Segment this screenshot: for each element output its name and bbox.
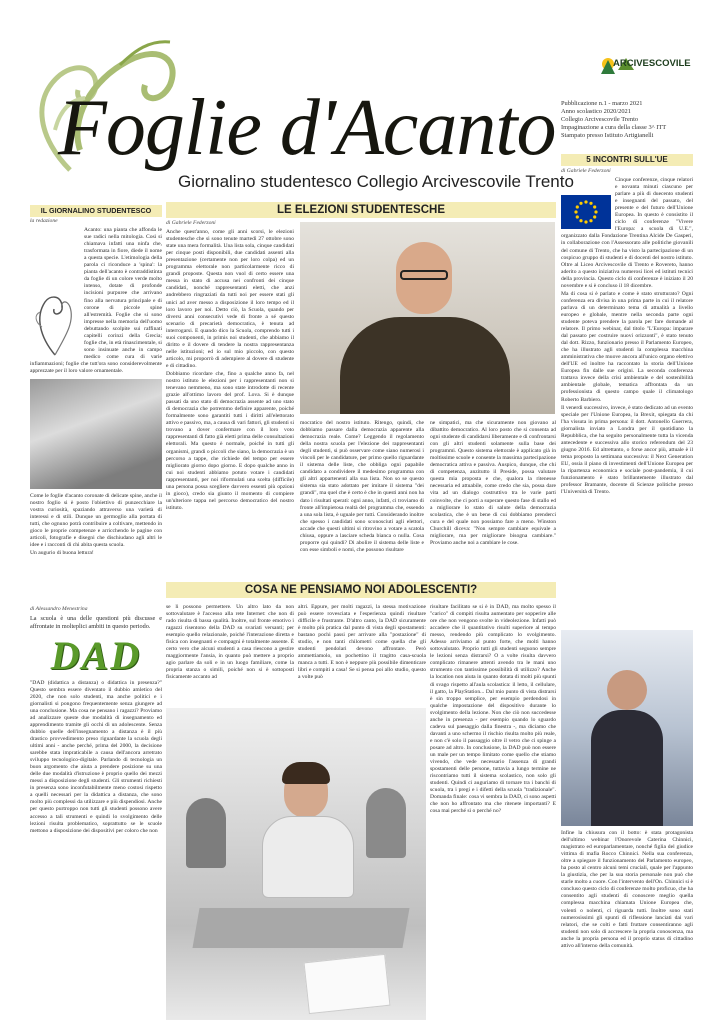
speaker-body bbox=[591, 710, 663, 826]
adolescenti-paragraph-2: se li possono permettere. Un altro lato da non sottovalutare è l'accesso alla rete Internet: che non di rado risulta di bassa qualità. Inoltre, sul fronte emotivo i ragazzi risentono della DAD su svariati versanti; per esempio quello relazionale, poiché l'interazione diretta e fisica con insegnanti e compagni è totalmente assente. È certo vero che alcuni studenti a casa riescono a gestire maggiormente l'ansia, in quanto può mettere a proprio agio parlare da soli e in un luogo familiare, come la propria stanza o simili, poiché non si è sottoposti fisicamente accanto ad bbox=[166, 604, 294, 681]
pubinfo-line: Collegio Arcivescovile Trento bbox=[561, 116, 639, 123]
student-body bbox=[262, 816, 354, 898]
elezioni-paragraph-2: Dobbiamo ricordare che, fino a qualche anno fa, nel nostro istituto le elezioni per i rappresentanti non si tenevano nemmeno, ma sono state introdotte di recente grazie all'ottimo lavoro del prof. Lova. Si è dunque passati da uno stato di democrazia assente ad uno stato di democrazia che potremmo definire apparente, poiché formalmente sono garantiti tutti i diritti all'elettorato attivo e passivo, ma, a causa di vari fattori, gli studenti si trovano a dover confermare con il loro voto rappresentanti di fatto già eletti prima delle consultazioni elettorali. Ma questo è normale, poiché in tutti gli organismi, grandi o piccoli che siano, la democrazia è un percorso a tappe, che richiede del tempo per essere migliorato giorno dopo giorno. E dopo qualche anno in cui noi studenti abbiamo potuto votare i candidati rappresentanti, per noi riformulati una scelta (difficile) una persona possa scegliere davvero essenti più opzioni in gioco), credo sia giunto il momento di compiere un'ulteriore tappa nel percorso democratico del nostro istituto. bbox=[166, 370, 294, 511]
background-student-left bbox=[186, 798, 226, 868]
publication-info bbox=[561, 100, 716, 140]
collegio-logo bbox=[598, 52, 708, 84]
pubinfo-line: Impaginazione a cura della classe 3^ ITT bbox=[561, 124, 667, 131]
adolescenti-heading: COSA NE PENSIAMO NOI ADOLESCENTI? bbox=[166, 582, 556, 598]
background-student-right bbox=[366, 788, 406, 858]
incontri-paragraph-1: Cinque conferenze, cinque relatori e novanta minuti ciascuno per parlare a più di duecento studenti e insegnanti del passato, del presente e del futuro dell'Unione Europea. In questo è consistito il ciclo di conferenze "Vivere l'Europa: a scuola di U.E.", organizzato dalla Fondazione Trentina Alcide De Gasperi, in collaborazione con l'Assessorato alle politiche giovanili del comune di Trento, che ha visto la partecipazione di un cospicuo gruppo di studenti e di docenti del nostro istituto. Oltre al Liceo Arcivescovile di Trento e Rovereto, hanno aderito a questo iniziativa numerosi licei ed istituti tecnici della provincia. Questo ciclo di conferenze è iniziato il 20 novembre e si è concluso il 18 dicembre. bbox=[561, 177, 693, 289]
eu-flag bbox=[561, 195, 611, 229]
elezioni-paragraph-3: mocratico del nostro istituto. Ritengo, quindi, che dobbiamo passare dalla democrazia apparente alla democrazia reale. Come? Leggendo il regolamento della nostra scuola per l'elezione dei rappresentanti degli studenti, si può osservare come siano numerosi i vincoli per le candidature, per primo quello riguardante il sistema delle liste, che obbliga ogni papabile candidato a condividere il medesimo programma con gli altri appartenenti alla sua lista. Non so se questo sistema sia stato adottato per imitare il sistema "dei grandi", ma quel che è certo è che in questi anni non ha dato i risultati sperati: ogni anno, infatti, ci troviamo di fronte all'impietosa realtà del programma che, essendo a una sola lista, è uguale per tutti. Considerando inoltre che spesso i candidati sono sconosciuti agli elettori, accade che questi ultimi si ritrovino a votare a scatola chiusa, oppure a lasciare scheda bianca o nulla. Cosa proporre qui quindi? Di abolire il sistema delle liste e con esse simboli e nomi, che possono risultare bbox=[300, 420, 424, 553]
incontri-paragraph-2: Ma di cosa si è parlato e come è stato strutturato? Ogni conferenza era divisa in una prima parte in cui il relatore parlava di un determinato tema di attualità a livello europeo e globale, mentre nella seconda parte ogni studente poteva prendere la parola per fare domande al relatore. Il primo webinar, dal titolo "L'Europa: imparare dal passato per costruire nuovi orizzonti", è stato tenuto dal dott. Rizzo, funzionario presso il Parlamento Europeo, che ha illustrato agli studenti la complessa macchina amministrativa che muove ancora all'unico organo elettivo dell'UE ed inoltre ha raccontato la storia dell'Unione Europea fin dalle sue origini. La seconda conferenza trattava invece della crisi ambientale e del sostenibilità ambientale globale, tematica affrontata da un professionista di questo campo quale il climatologo Roberto Barbiero. bbox=[561, 290, 693, 403]
adolescenti-intro: La scuola è una delle questioni più discusse e affrontate in molteplici ambiti in questo periodo. bbox=[30, 615, 162, 630]
eu-stars-icon bbox=[561, 195, 611, 229]
adolescenti-paragraph-1: "DAD (didattica a distanza) o didattica in presenza?" Questo sembra essere diventato il dubbio amletico del 2020, che non solo studenti, ma anche politici e i giornalisti si pongono frequentemente senza giungere ad una conclusione. Ma cosa ne pensano i ragazzi? Proviamo ad analizzare queste due modalità di insegnamento ed apprendimento tramite gli occhi di un adolescente. Senza dubbio quelle dell'insegnamento a distanza è il più drastico provvedimento preso riguardante la scuola degli ultimi anni - anche perché, prima del 2000, la decisione sarebbe stata impraticabile a causa dell'ancora arretrato sviluppo tecnologico-digitale. Parlando di tecnologia un buon argomento che aiuta a prendere posizione su una delle due modalità d'istruzione è proprio quello dei mezzi messi a disposizione degli studenti. Gli strumenti richiesti in presenza sono inconfutabilmente meno costosi rispetto a quelli necessari per la didattica a distanza, che sono molto più complessi da utilizzare e più dispendiosi. Anche per questo purtroppo non tutti gli studenti possono avere accesso a tali strumenti e quindi lo svolgimento delle lezioni risulta problematico, soprattutto se le scuole mettono a disposizione dei dispositivi per coloro che non bbox=[30, 679, 162, 834]
acanthus-drawing-icon bbox=[30, 287, 80, 357]
giornalino-article bbox=[30, 218, 162, 574]
logo-text: ARCIVESCOVILE bbox=[613, 58, 691, 69]
conference-photo bbox=[561, 630, 693, 826]
elezioni-column-1 bbox=[166, 220, 294, 574]
incontri-paragraph-3: Il venerdì successivo, invece, è stato dedicato ad un evento speciale per l'Unione Europea, la Brexit, spiegata da chi l'ha vissuta in prima persona: il dott. Antonello Guerrera, giornalista inviato a Londra per il quotidiano la Repubblica, che ha seguito personalmente tutta la vicenda antecedente e successiva allo storico referendum del 23 giugno 2016. Ed altrettanto, o forse ancor più, attuale è il tema proposto la settimana successiva: il Next Generation EU, ossia il piano di investimenti dell'Unione Europea per la ripartenza economica e sociale post-pandemia, il cui funzionamento è stato brillantemente illustrato dal professor Bramante, docente di Scienze politiche presso l'Università di Trento. bbox=[561, 404, 693, 496]
portrait-glasses bbox=[400, 270, 448, 280]
classroom-photo bbox=[166, 708, 426, 1020]
paper-sheet bbox=[304, 954, 391, 1014]
giornalino-paragraph-1: Acanto: una pianta che affonda le sue radici nella mitologia. Così si chiamava infatti una ninfa che, trasformata in fiore, diede il nome a questa specie. L'etimologia della parola ci riconduce a 'spina': la pianta dell'acanto è contraddistinta da foglie di un colore verde molto intenso, dotate di profonde incisioni purpuree che arrivano fino alla nervatura principale e di corone di piccole spine all'estremità. Foglie che si sono impresse nella memoria dell'uomo debuttando scolpite sui raffinati capitelli corinzi della Grecia; foglie che, in età rinascimentale, si sono insinuate anche in campo medico come cura di varie infiammazioni; foglie che tutt'ora sono considerevolmente apprezzate per il loro valore ornamentale. bbox=[30, 227, 162, 374]
elezioni-byline: di Gabriele Federzoni bbox=[166, 220, 216, 226]
dad-logo-text: DAD bbox=[50, 633, 142, 679]
student-hair bbox=[282, 762, 330, 784]
candidate-portrait-photo bbox=[300, 222, 555, 414]
portrait-shirt bbox=[340, 317, 510, 414]
elezioni-column-3 bbox=[430, 420, 556, 574]
adolescenti-byline: di Alessandro Menestrina bbox=[30, 606, 88, 612]
elezioni-heading: LE ELEZIONI STUDENTESCHE bbox=[166, 202, 556, 218]
giornalino-paragraph-3: Un augurio di buona lettura! bbox=[30, 550, 94, 557]
dad-logo bbox=[30, 632, 162, 680]
adolescenti-column-3 bbox=[298, 604, 426, 704]
masthead-title: Foglie d'Acanto bbox=[58, 84, 556, 172]
pubinfo-line: Pubblicazione n.1 - marzo 2021 bbox=[561, 100, 643, 107]
elezioni-column-2 bbox=[300, 420, 424, 574]
pubinfo-line: Stampato presso Istituto Artigianelli bbox=[561, 132, 654, 139]
speaker-figure bbox=[607, 670, 647, 710]
incontri-article bbox=[561, 168, 693, 626]
adolescenti-intro-column bbox=[30, 606, 162, 1020]
adolescenti-column-2 bbox=[166, 604, 294, 704]
adolescenti-column-4 bbox=[430, 604, 556, 1020]
leaf-drawing bbox=[30, 287, 80, 357]
giornalino-byline: la redazione bbox=[30, 218, 58, 224]
elezioni-paragraph-4: ne simpatici, ma che sicuramente non giovano al dibattito democratico. Al loro posto che si consenta ad ogni studente di candidarsi liberamente e di confrontarsi con gli altri studenti solamente sulla base dei programmi. Questo sistema elettorale è applicato già in moltissime scuole e consente la massima partecipazione democratica attiva e passiva. Auspico, dunque, che chi di competenza, anzitutto il Preside, possa valutare questa mia proposta e che, qualora la ritenesse necessaria ed attuabile, come credo che sia, possa dare vita ad un dialogo costruttivo tra le varie parti coinvolte, che ci porti a superare questo fase di stallo ed a migliorare lo stato di salute della democrazia scolastica, che è un bene di cui dobbiamo prenderci cura e del quale non possiamo fare a meno. Winston Churchill diceva: "Non sempre cambiare equivale a migliorare, ma per migliorare bisogna cambiare." Proviamo anche noi a cambiare le cose. bbox=[430, 420, 556, 546]
pubinfo-line: Anno scolastico 2020/2021 bbox=[561, 108, 631, 115]
incontri-heading: 5 INCONTRI SULL'UE bbox=[561, 154, 693, 166]
incontri-paragraph-4: Infine la chiusura con il botto: è stata protagonista dell'ultimo webinar l'Onorevole Caterina Chinnici, magistrato ed europarlamentare, nonché figlia del giudice vittima di mafia Rocco Chinnici. Nella sua conferenza, oltre a spiegare il funzionamento del Parlamento europeo, ha posto al centro alcuni temi cruciali, quale per l'appunto la giustizia, che per la sua storia personale non può che starle molto a cuore. Con l'intervento dell'On. Chinnici si è concluso questo ciclo di conferenze molto proficuo, che ha consentito agli studenti di conoscere meglio quella complessa macchina chiamata Unione Europea che, volenti o nolenti, ci riguarda tutti. Inoltre sono stati numerosissimi gli spunti di riflessione lanciati dai vari relatori, che se colti e fatti fruttare consentiranno agli studenti non solo di accrescere la propria conoscenza, ma anche la propria persona ed il proprio status di cittadino attivo all'interno della comunità. bbox=[561, 830, 693, 949]
adolescenti-paragraph-3: altri. Eppure, per molti ragazzi, la stessa motivazione può essere rovesciata e l'esperienza quindi risultare difficile e frustrante. D'altro canto, la DAD sicuramente è molto più pratica dal punto di vista degli spostamenti: bastano pochi passi per arrivare alla "postazione" di studio, e non tanti chilometri come quella che gli studenti pendolari devono affrontare. Però ammettiamolo, un pochettino il tragitto casa-scuola manca a tutti. E non è neppure più possibile dimenticare libri e compiti a casa! Se si pensa poi allo studio, questo a volte può bbox=[298, 604, 426, 681]
adolescenti-paragraph-4: risultare facilitato se si è in DAD, ma molto spesso il "carico" di compiti risulta aumentato per sopperire alle ore che non vengono svolte in videolezione. Infatti può accadere che il quantitativo risulti superiore al tempo messo, rendendo più complicato lo svolgimento. Adesso arriviamo al punto forte, che molti hanno sottovalutato. Proprio tutti gli studenti seguono sempre le lezioni senza distrarsi? O a volte risulta davvero complicato rimanere attenti avendo tra le mani uno strumento con tantissime possibilità di utilizzo? Anche la location non aiuta in quanto dotata di molti più spunti di svago rispetto all'aula scolastica: il letto, il cellulare, il gatto, la PlayStation... Dal mio punto di vista distrarsi è sin troppo semplice, per esempio perdendosi in qualche impostazione del dispositivo durante lo svolgimento della lezione. Non che ciò non succedesse anche in presenza - per esempio quando lo sguardo cadeva sul paesaggio dalla finestra -, ma diciamo che davanti a uno schermo il rischio risulta molto più reale, e non c'è solo il passaggio oltre il vetro che ci spinge a posare ad altro. In conclusione, la DAD può non essere un male per un tempo limitato come quello che stiamo vivendo, che vede necessario l'assenza di grandi spostamenti delle persone, tuttavia a lungo termine ne riscontriamo tutti il sistema scolastico, non solo gli studenti. Quindi ci auguriamo di tornare tra i banchi di scuola, tra i pregi e i difetti della scuola "tradizionale". Domanda finale: cosa vi sembra la DAD, ci sono aspetti che non ho affrontato ma che ritenete importanti? E cosa mai perché sì o perché no? bbox=[430, 604, 556, 815]
capital-photo bbox=[30, 379, 162, 489]
giornalino-paragraph-2: Come le foglie d'acanto coronate di delicate spine, anche il nostro foglio si è posto l'obiettivo di punzecchiare la vostra curiosità, spaziando attraverso una varietà di interessi e di stili. Dunque un germoglio alla portata di tutti, che ognuno potrà contribuire a coltivare, mettendo in gioco le proprie competenze e arricchendo le pagine con articoli, fotografie e disegni che dischiudano agli altri le idee e i racconti di chi abita questa scuola. bbox=[30, 493, 162, 549]
elezioni-paragraph-1: Anche quest'anno, come gli anni scorsi, le elezioni studentesche che si sono tenute martedì 27 ottobre sono state una mera formalità. Una lista sola, cinque candidati per cinque posti disponibili, due candidati assenti alla presentazione (certamente non per loro colpa) ed un programma elettorale non particolarmente ricco di grandi proposte. Questa non vuol di certo essere una messa in stato di accusa nei confronti dei cinque candidati, nonché rappresentanti eletti, che anzi andrebbero ringraziati da tutti noi per essere stati gli unici ad aver messo a disposizione il loro tempo ed il loro lavoro per noi. Detto ciò, la Scuola, quando per diversi anni consecutivi vede di fronte a sé questo scenario di precarietà democratica, è tenuta ad interrogarsi. E quando dico la Scuola, comprendo tutti i suoi componenti, in primis noi studenti, che abbiamo il diritto e il dovere di tendere la nostra rappresentanza nelle istituzioni; ed io sul mio piccolo, con questo articolo, mi proporrò di adempiere al dovere di studente e di cittadino. bbox=[166, 229, 294, 369]
masthead-subtitle: Giornalino studentesco Collegio Arcivescovile Trento bbox=[178, 172, 574, 191]
incontri-byline: di Gabriele Federzoni bbox=[561, 168, 611, 174]
incontri-conclusion bbox=[561, 830, 693, 1020]
desk bbox=[192, 908, 409, 948]
giornalino-heading: IL GIORNALINO STUDENTESCO bbox=[30, 205, 162, 217]
